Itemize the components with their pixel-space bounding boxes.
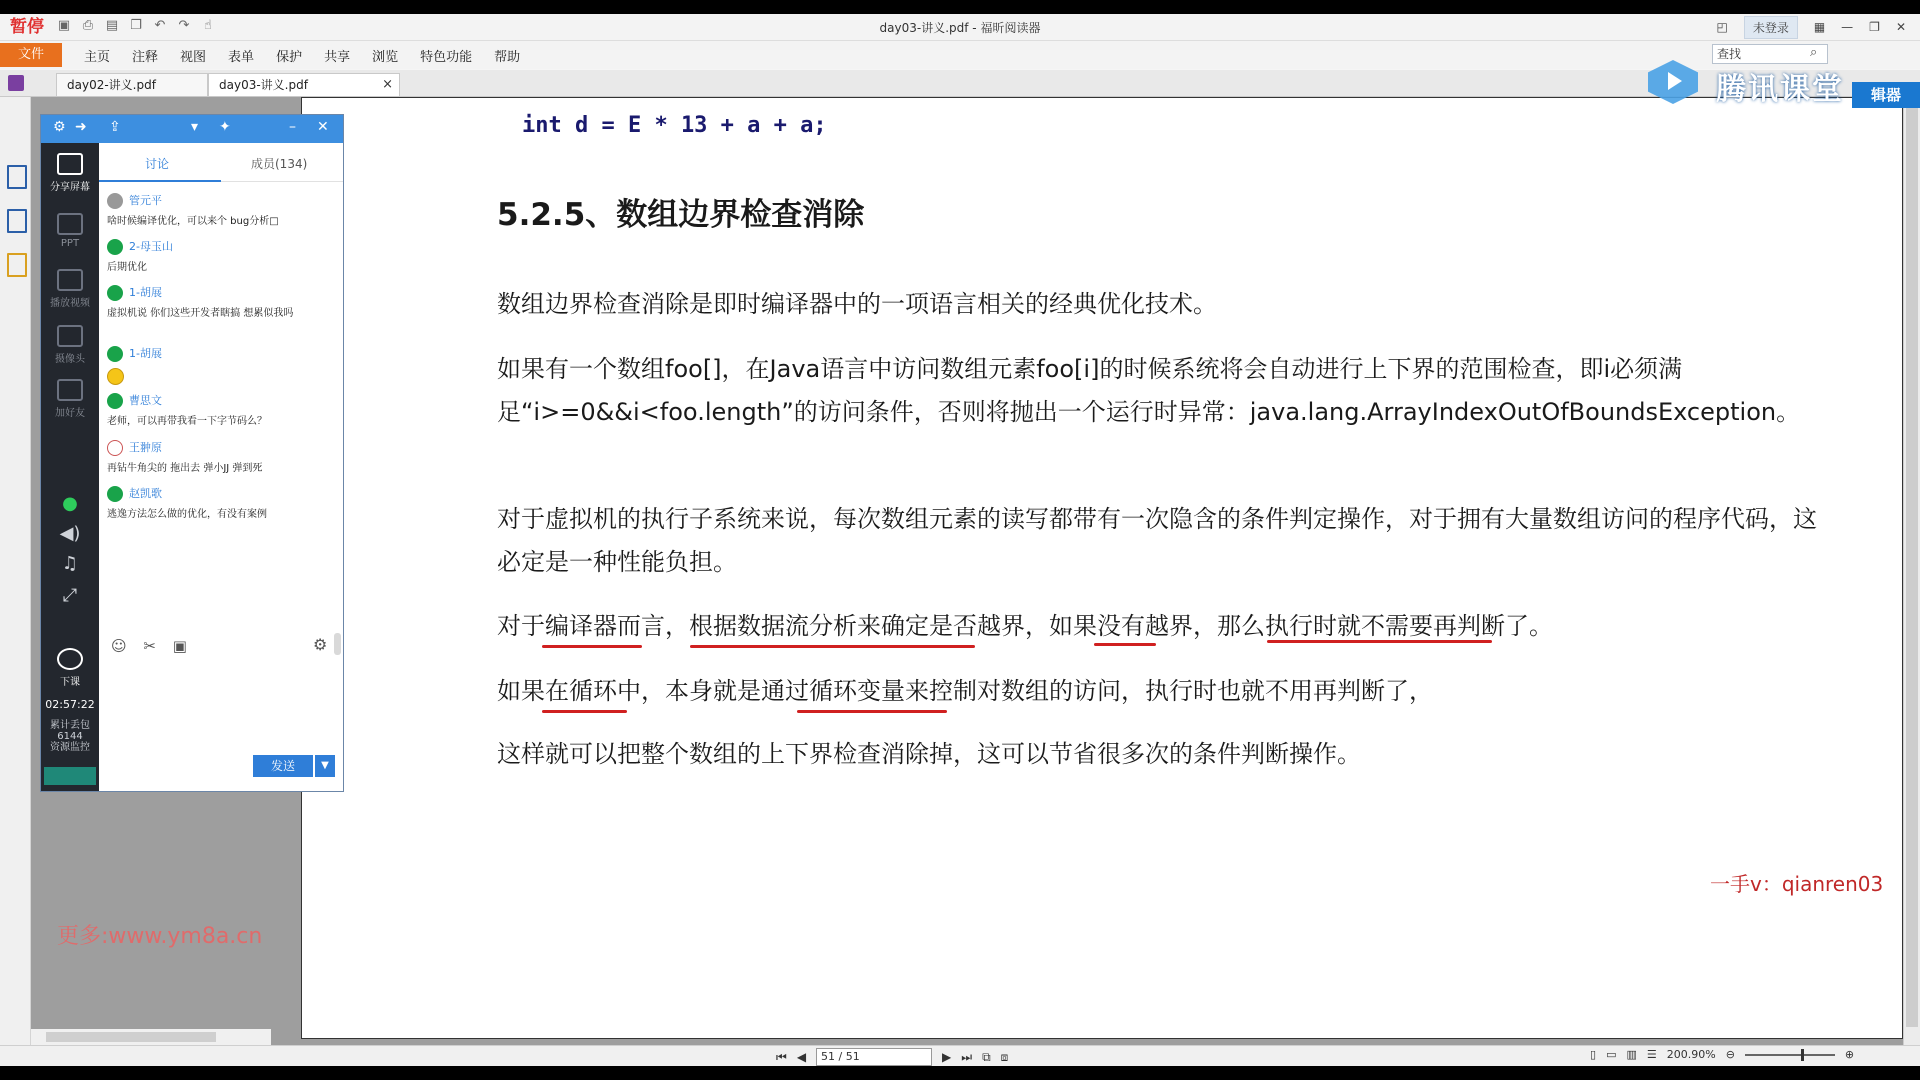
- rail-label: 加好友: [55, 408, 85, 419]
- rail-label: PPT: [60, 238, 80, 249]
- rail-label: 摄像头: [55, 354, 85, 365]
- active-tab-indicator: [99, 180, 221, 182]
- add-friend-button[interactable]: [41, 379, 99, 419]
- print-icon[interactable]: ⎙: [82, 18, 94, 33]
- layout-icon[interactable]: ▦: [1813, 20, 1826, 34]
- message-author[interactable]: 曹思文: [129, 394, 162, 407]
- scroll-thumb[interactable]: [46, 1032, 216, 1042]
- share-screen-button[interactable]: [41, 153, 99, 193]
- emoji-icon[interactable]: ☺: [111, 637, 127, 655]
- message-emoji: [107, 368, 333, 390]
- thumbnail-icon[interactable]: ⧈: [1000, 1049, 1009, 1064]
- avatar: [107, 346, 123, 362]
- rail-label: 下课: [60, 677, 80, 688]
- paragraph: 如果在循环中，本身就是通过循环变量来控制对数组的访问，执行时也就不用再判断了，: [497, 677, 1433, 705]
- play-video-button[interactable]: [41, 269, 99, 309]
- skin-icon[interactable]: ◰: [1716, 20, 1728, 34]
- menu-view[interactable]: 视图: [180, 49, 207, 65]
- document-tabs: [0, 70, 1920, 97]
- message-author[interactable]: 赵凯歌: [129, 487, 162, 500]
- stats-value: 6144: [57, 731, 83, 742]
- window-controls: [1716, 14, 1920, 40]
- search-input[interactable]: 查找: [1712, 44, 1828, 64]
- tab-members[interactable]: 成员(134): [251, 157, 308, 171]
- scroll-thumb[interactable]: [1906, 97, 1918, 1027]
- restore-icon[interactable]: ❐: [1869, 20, 1880, 34]
- network-stats: [41, 720, 99, 753]
- stats-label: 累计丢包: [50, 720, 90, 731]
- share-icon[interactable]: ⇪: [109, 119, 121, 135]
- scan-icon[interactable]: ▤: [105, 18, 119, 33]
- stats-monitor-label[interactable]: 资源监控: [50, 742, 90, 753]
- avatar: [107, 285, 123, 301]
- hand-tool-icon[interactable]: ☝: [204, 18, 212, 33]
- tab-close-icon[interactable]: ×: [382, 77, 393, 92]
- code-snippet: int d = E * 13 + a + a;: [522, 113, 827, 138]
- chat-message: [107, 346, 333, 390]
- contact-watermark: 一手v：qianren03: [1710, 872, 1884, 896]
- avatar: [107, 239, 123, 255]
- share-screen-icon: [57, 153, 83, 175]
- pages-icon[interactable]: [7, 209, 27, 233]
- close-panel-icon[interactable]: ✕: [317, 119, 329, 135]
- video-icon: [57, 269, 83, 291]
- message-text: 虚拟机说 你们这些开发者瞎搞 想累似我吗: [107, 308, 294, 319]
- audio-waveform: [44, 755, 96, 785]
- window-title: day03-讲义.pdf - 福昕阅读器: [879, 21, 1041, 35]
- chat-settings-icon[interactable]: ⚙: [313, 635, 328, 654]
- single-page-icon[interactable]: ▯: [1590, 1048, 1597, 1061]
- rail-label: 播放视频: [50, 298, 90, 309]
- message-author[interactable]: 1-胡展: [129, 347, 162, 360]
- app-window: [0, 14, 1920, 1066]
- save-icon[interactable]: ▣: [57, 18, 71, 33]
- tab-day02[interactable]: [56, 73, 208, 96]
- open-icon[interactable]: ❐: [130, 18, 142, 33]
- first-page-icon[interactable]: ⏮: [776, 1049, 787, 1064]
- annotation-underline: [797, 710, 947, 713]
- zoom-out-icon[interactable]: ⊖: [1725, 1048, 1735, 1061]
- message-text: 老师，可以再带我看一下字节码么？: [107, 416, 267, 427]
- message-author[interactable]: 管元平: [129, 194, 162, 207]
- title-bar: [0, 14, 1920, 41]
- ribbon-menu: [0, 41, 1920, 69]
- play-icon: [1668, 72, 1682, 90]
- tab-label: day03-讲义.pdf: [219, 78, 308, 92]
- menu-home[interactable]: 主页: [84, 49, 111, 65]
- pause-label[interactable]: 暂停: [10, 17, 44, 37]
- paragraph: 这样就可以把整个数组的上下界检查消除掉，这可以节省很多次的条件判断操作。: [497, 740, 1361, 768]
- message-text: 后期优化: [107, 262, 147, 273]
- ppt-icon: [57, 213, 83, 235]
- chat-tabs: [99, 143, 343, 182]
- paragraph: 数组边界检查消除是即时编译器中的一项语言相关的经典优化技术。: [497, 290, 1217, 318]
- ppt-button[interactable]: [41, 213, 99, 249]
- scroll-mode-icon[interactable]: ☰: [1646, 1048, 1657, 1061]
- add-friend-icon: [57, 379, 83, 401]
- chat-header: [41, 115, 343, 143]
- class-tools-rail: [41, 143, 99, 791]
- camera-icon: [57, 325, 83, 347]
- facing-icon[interactable]: ▥: [1626, 1048, 1637, 1061]
- annotation-underline: [542, 710, 627, 713]
- menu-protect[interactable]: 保护: [276, 49, 303, 65]
- horizontal-scrollbar[interactable]: [31, 1029, 271, 1045]
- avatar: [107, 486, 123, 502]
- site-watermark: 更多:www.ym8a.cn: [57, 924, 263, 949]
- pdf-page: [301, 97, 1903, 1039]
- paragraph: 如果有一个数组foo[]，在Java语言中访问数组元素foo[i]的时候系统将会自动进行上下界的范围检查，即i必须满足“i>=0&&i<foo.length”的访问条件，否则将抛出一个运行时异常：java.lang.ArrayIndexOutOfBoundsException。: [497, 355, 1801, 426]
- speaker-icon[interactable]: ◀): [59, 523, 81, 544]
- section-heading: 5.2.5、数组边界检查消除: [497, 197, 865, 233]
- chat-message: [107, 239, 333, 275]
- editor-button[interactable]: 辑器: [1852, 82, 1920, 108]
- classroom-chat-panel: [40, 114, 344, 792]
- settings-icon[interactable]: ⚙: [53, 119, 66, 135]
- avatar: [107, 393, 123, 409]
- vertical-scrollbar[interactable]: [1903, 97, 1920, 1045]
- tab-label: day02-讲义.pdf: [67, 78, 156, 92]
- menu-form[interactable]: 表单: [228, 49, 255, 65]
- zoom-slider-handle[interactable]: [1801, 1049, 1804, 1061]
- undo-icon[interactable]: ↶: [154, 18, 166, 33]
- menu-features[interactable]: 特色功能: [420, 49, 473, 65]
- zoom-value[interactable]: 200.90%: [1666, 1048, 1716, 1061]
- avatar: [107, 193, 123, 209]
- avatar: [107, 440, 123, 456]
- view-controls: [1590, 1048, 1854, 1061]
- menu-help[interactable]: 帮助: [494, 49, 521, 65]
- tencent-brand-text: 腾讯课堂: [1716, 72, 1844, 107]
- chat-message: [107, 440, 333, 476]
- annotation-underline: [542, 645, 642, 648]
- menu-comment[interactable]: 注释: [132, 49, 159, 65]
- message-author[interactable]: 2-母玉山: [129, 240, 173, 253]
- chat-message: [107, 393, 333, 429]
- minimize-icon[interactable]: —: [1841, 20, 1854, 34]
- end-class-button[interactable]: [41, 648, 99, 688]
- class-timer: 02:57:22: [45, 698, 95, 711]
- search-icon[interactable]: ⌕: [1810, 45, 1818, 60]
- laughing-emoji-icon: [107, 368, 124, 385]
- paragraph: 对于虚拟机的执行子系统来说，每次数组元素的读写都带有一次隐含的条件判定操作，对于拥有大量数组访问的程序代码，这必定是一种性能负担。: [497, 505, 1817, 576]
- redo-icon[interactable]: ↷: [178, 18, 190, 33]
- chat-message: [107, 193, 333, 229]
- prev-page-icon[interactable]: ◀: [796, 1050, 807, 1064]
- chat-scrollbar[interactable]: [334, 195, 341, 715]
- message-author[interactable]: 王翀原: [129, 441, 162, 454]
- tab-discussion[interactable]: 讨论: [145, 157, 170, 171]
- login-button[interactable]: 未登录: [1744, 16, 1798, 39]
- message-author[interactable]: 1-胡展: [129, 286, 162, 299]
- zoom-slider[interactable]: [1745, 1054, 1835, 1056]
- menu-share[interactable]: 共享: [324, 49, 351, 65]
- paragraph: 对于编译器而言，根据数据流分析来确定是否越界，如果没有越界，那么执行时就不需要再判断了。: [497, 612, 1553, 640]
- rail-label: 分享屏幕: [50, 182, 90, 193]
- pin-icon[interactable]: ✦: [219, 119, 231, 135]
- chat-scroll-thumb[interactable]: [334, 633, 341, 655]
- minimize-panel-icon[interactable]: –: [289, 119, 296, 135]
- menu-file[interactable]: 文件: [0, 43, 62, 67]
- zoom-in-icon[interactable]: ⊕: [1844, 1048, 1855, 1061]
- close-window-icon[interactable]: ✕: [1895, 20, 1906, 34]
- music-icon[interactable]: ♫: [61, 553, 79, 574]
- page-navigation: [776, 1048, 1008, 1066]
- bookmark-icon[interactable]: [7, 165, 27, 189]
- comments-icon[interactable]: [7, 253, 27, 277]
- scissors-icon[interactable]: ✂: [143, 637, 156, 655]
- fit-icon[interactable]: ⧉: [982, 1049, 991, 1064]
- forward-icon[interactable]: ➜: [75, 119, 87, 135]
- menu-browse[interactable]: 浏览: [372, 49, 399, 65]
- tab-day03[interactable]: [208, 73, 400, 96]
- message-text: 逃逸方法怎么做的优化，有没有案例: [107, 509, 267, 520]
- message-text: 啥时候编译优化，可以来个 bug分析□: [107, 216, 279, 227]
- page-number-input[interactable]: 51 / 51: [816, 1048, 932, 1066]
- annotation-underline: [690, 645, 975, 648]
- send-button[interactable]: 发送: [253, 755, 313, 777]
- status-bar: [0, 1045, 1920, 1066]
- message-text: 再钻牛角尖的 拖出去 弹小JJ 弹到死: [107, 463, 263, 474]
- dropdown-icon[interactable]: ▾: [191, 119, 199, 135]
- tencent-classroom-badge: [1640, 54, 1920, 114]
- microphone-icon[interactable]: ●: [62, 493, 78, 514]
- annotation-underline: [1094, 643, 1156, 646]
- next-page-icon[interactable]: ▶: [942, 1050, 952, 1064]
- navigation-panel: [0, 97, 31, 1047]
- chat-message: [107, 486, 333, 522]
- chat-message: [107, 285, 333, 321]
- image-icon[interactable]: ▣: [172, 637, 187, 655]
- reader-logo-icon: [8, 75, 24, 91]
- fullscreen-icon[interactable]: ⤢: [62, 585, 78, 606]
- continuous-icon[interactable]: ▭: [1606, 1048, 1617, 1061]
- chat-toolbar: [111, 637, 199, 655]
- send-options-icon[interactable]: ▼: [314, 755, 335, 777]
- power-icon: [57, 648, 83, 670]
- last-page-icon[interactable]: ⏭: [961, 1049, 973, 1064]
- annotation-underline: [1267, 640, 1492, 643]
- camera-button[interactable]: [41, 325, 99, 365]
